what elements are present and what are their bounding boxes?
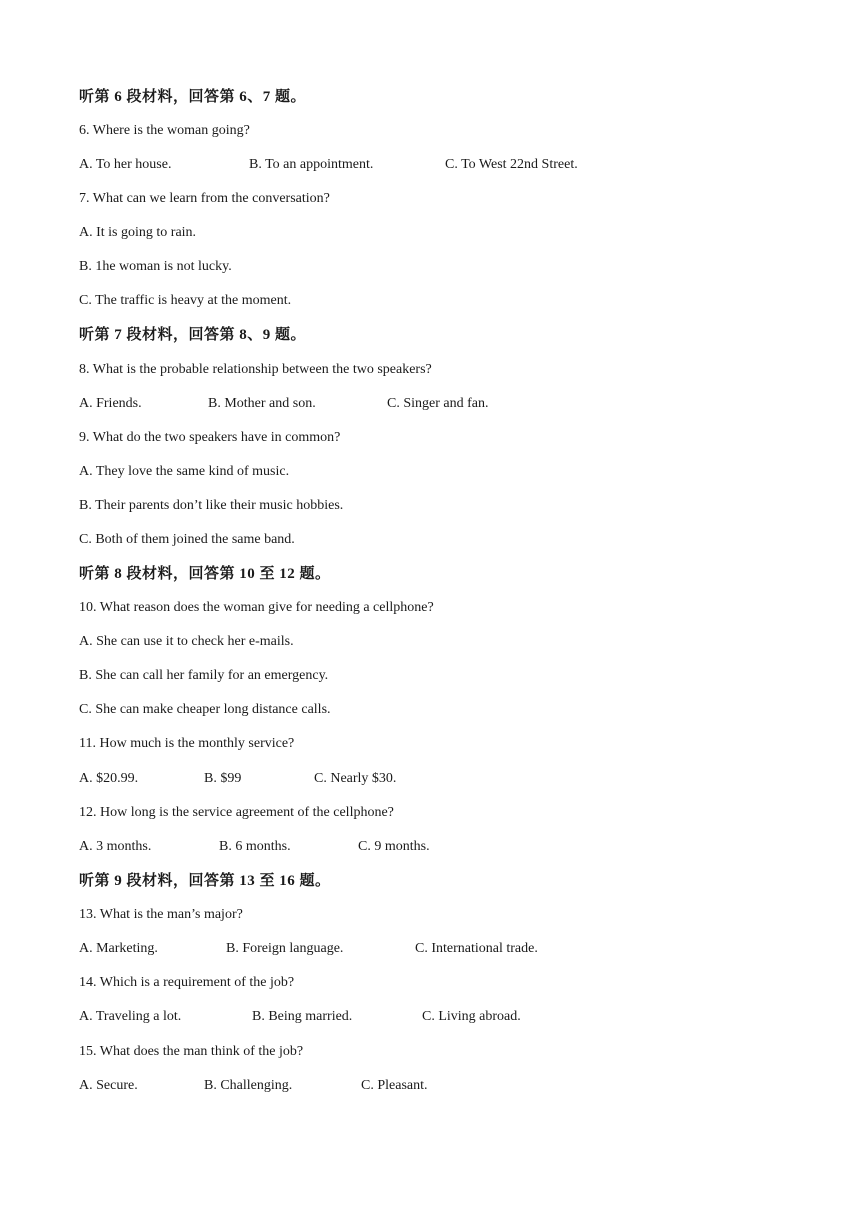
option-a: A. Secure. bbox=[79, 1078, 138, 1093]
section-heading: 听第 7 段材料，回答第 8、9 题。 bbox=[79, 327, 307, 343]
option-b: B. Challenging. bbox=[204, 1078, 293, 1093]
option-b: B. Being married. bbox=[252, 1009, 353, 1024]
section-heading: 听第 6 段材料，回答第 6、7 题。 bbox=[79, 89, 307, 105]
question-stem: 6. Where is the woman going? bbox=[79, 123, 250, 138]
options-row bbox=[79, 1077, 839, 1095]
option-a: A. Traveling a lot. bbox=[79, 1009, 182, 1024]
question-stem: 12. How long is the service agreement of the cellphone? bbox=[79, 805, 394, 820]
question-stem: 13. What is the man’s major? bbox=[79, 907, 243, 922]
option-c: C. Pleasant. bbox=[361, 1078, 428, 1093]
question-stem: 9. What do the two speakers have in common? bbox=[79, 430, 341, 445]
option-b: B. Their parents don’t like their music hobbies. bbox=[79, 498, 344, 513]
option-c: C. To West 22nd Street. bbox=[445, 157, 578, 172]
options-row bbox=[79, 940, 839, 958]
options-row bbox=[79, 770, 839, 788]
option-c: C. 9 months. bbox=[358, 839, 430, 854]
option-a: A. Marketing. bbox=[79, 941, 158, 956]
question-stem: 11. How much is the monthly service? bbox=[79, 736, 295, 751]
options-row bbox=[79, 1008, 839, 1026]
option-b: B. Mother and son. bbox=[208, 396, 316, 411]
section-heading: 听第 9 段材料，回答第 13 至 16 题。 bbox=[79, 873, 331, 889]
option-c: C. Both of them joined the same band. bbox=[79, 532, 295, 547]
options-row bbox=[79, 156, 839, 174]
question-stem: 7. What can we learn from the conversation? bbox=[79, 191, 330, 206]
options-row bbox=[79, 395, 839, 413]
option-a: A. 3 months. bbox=[79, 839, 152, 854]
option-c: C. Living abroad. bbox=[422, 1009, 521, 1024]
options-row bbox=[79, 838, 839, 856]
option-c: C. The traffic is heavy at the moment. bbox=[79, 293, 292, 308]
option-b: B. To an appointment. bbox=[249, 157, 374, 172]
option-a: A. $20.99. bbox=[79, 771, 139, 786]
section-heading: 听第 8 段材料，回答第 10 至 12 题。 bbox=[79, 566, 331, 582]
option-b: B. 6 months. bbox=[219, 839, 291, 854]
question-stem: 14. Which is a requirement of the job? bbox=[79, 975, 295, 990]
option-c: C. Nearly $30. bbox=[314, 771, 397, 786]
question-stem: 10. What reason does the woman give for needing a cellphone? bbox=[79, 600, 434, 615]
option-c: C. International trade. bbox=[415, 941, 538, 956]
option-a: A. To her house. bbox=[79, 157, 172, 172]
question-stem: 8. What is the probable relationship between the two speakers? bbox=[79, 362, 432, 377]
question-stem: 15. What does the man think of the job? bbox=[79, 1044, 304, 1059]
option-a: A. Friends. bbox=[79, 396, 142, 411]
option-c: C. She can make cheaper long distance calls. bbox=[79, 702, 331, 717]
option-a: A. They love the same kind of music. bbox=[79, 464, 290, 479]
option-c: C. Singer and fan. bbox=[387, 396, 489, 411]
option-a: A. She can use it to check her e-mails. bbox=[79, 634, 294, 649]
option-b: B. Foreign language. bbox=[226, 941, 344, 956]
option-b: B. $99 bbox=[204, 771, 242, 786]
option-b: B. 1he woman is not lucky. bbox=[79, 259, 232, 274]
option-a: A. It is going to rain. bbox=[79, 225, 197, 240]
option-b: B. She can call her family for an emergency. bbox=[79, 668, 329, 683]
